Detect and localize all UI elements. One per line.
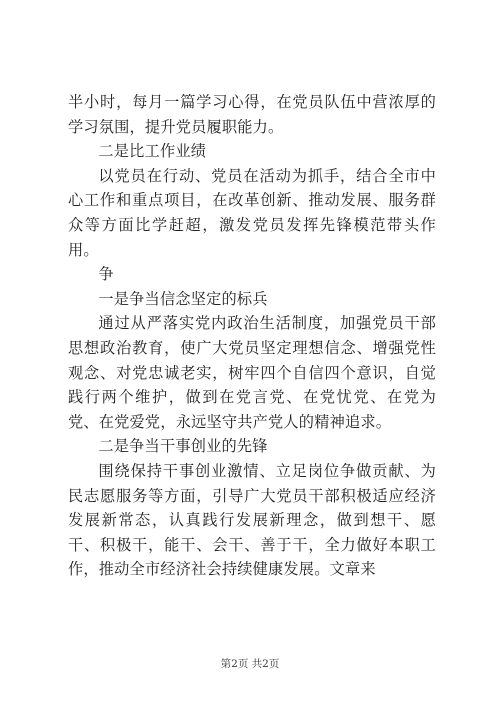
page-number-footer: 第2页 共2页 [220,658,280,670]
paragraph-1: 半小时，每月一篇学习心得，在党员队伍中营浓厚的学习氛围，提升党员履职能力。 [68,93,436,136]
paragraph-3: 以党员在行动、党员在活动为抓手，结合全市中心工作和重点项目，在改革创新、推动发展、服务群众等方面比学赶超，激发党员发挥先锋模范带头作用。 [68,166,436,259]
heading-strive: 争 [98,265,114,284]
paragraph-6: 通过从严落实党内政治生活制度，加强党员干部思想政治教育，使广大党员坚定理想信念、增强党性观念、对党忠诚老实，树牢四个自信四个意识，自觉践行两个维护，做到在党言党、在党忧党、在党为党、在党爱党，永远坚守共产党人的精神追求。 [68,314,436,431]
document-body [68,90,436,582]
heading-pioneer: 二是争当干事创业的先锋 [98,437,268,456]
paragraph-8: 围绕保持干事创业激情、立足岗位争做贡献、为民志愿服务等方面，引导广大党员干部积极适应经济发展新常态，认真践行发展新理念，做到想干、愿干、积极干，能干、会干、善于干，全力做好本职工作，推动全市经济社会持续健康发展。文章来 [68,461,436,579]
heading-firm-belief: 一是争当信念坚定的标兵 [98,289,268,308]
heading-compare-performance: 二是比工作业绩 [98,142,207,161]
